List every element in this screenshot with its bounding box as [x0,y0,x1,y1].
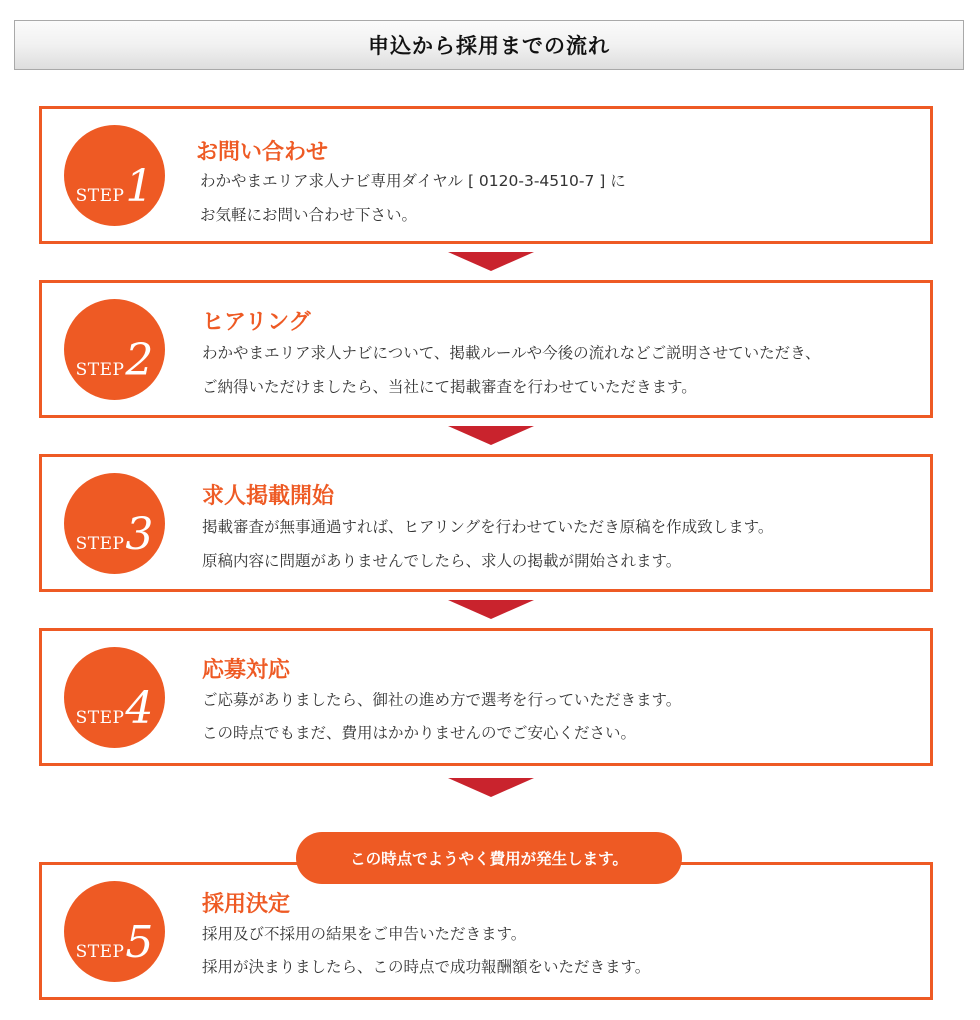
step-label: STEP [75,186,125,206]
step-3-line-1: 掲載審査が無事通過すれば、ヒアリングを行わせていただき原稿を作成致します。 [202,518,774,536]
arrow-down-icon [448,600,534,619]
step-5-line-1: 採用及び不採用の結果をご申告いただきます。 [202,925,527,943]
step-label: STEP [75,360,125,380]
step-2-line-1: わかやまエリア求人ナビについて、掲載ルールや今後の流れなどご説明させていただき、 [202,344,821,362]
step-label: STEP [75,708,125,728]
section-title: 申込から採用までの流れ [368,34,610,58]
step-5-line-2: 採用が決まりましたら、この時点で成功報酬額をいただきます。 [202,958,651,976]
step-1-box [39,106,933,244]
step-4-line-2: この時点でもまだ、費用はかかりませんのでご安心ください。 [202,724,637,742]
step-3-box [39,454,933,592]
step-3-line-2: 原稿内容に問題がありませんでしたら、求人の掲載が開始されます。 [202,552,682,570]
step-number: 3 [125,509,154,560]
step-1-line-1: わかやまエリア求人ナビ専用ダイヤル [ 0120-3-4510-7 ] に [200,172,626,190]
section-header [14,20,964,70]
step-4-badge [64,647,165,748]
step-1-title: お問い合わせ [196,140,329,165]
step-label: STEP [75,534,125,554]
step-2-title: ヒアリング [202,310,311,335]
step-3-title: 求人掲載開始 [202,484,335,509]
step-number: 2 [125,335,154,386]
step-2-badge [64,299,165,400]
step-2-line-2: ご納得いただけましたら、当社にて掲載審査を行わせていただきます。 [202,378,697,396]
arrow-down-icon [448,426,534,445]
cost-notice-badge: この時点でようやく費用が発生します。 [296,832,682,884]
step-number: 4 [125,683,154,734]
step-5-badge [64,881,165,982]
step-number: 5 [125,917,154,968]
step-3-badge [64,473,165,574]
step-2-box [39,280,933,418]
step-label: STEP [75,942,125,962]
step-5-title: 採用決定 [202,892,291,917]
step-4-title: 応募対応 [202,658,291,683]
step-number: 1 [125,161,154,212]
arrow-down-icon [448,252,534,271]
arrow-down-icon [448,778,534,797]
step-1-badge [64,125,165,226]
step-4-box [39,628,933,766]
step-1-line-2: お気軽にお問い合わせ下さい。 [200,206,418,224]
step-4-line-1: ご応募がありましたら、御社の進め方で選考を行っていただきます。 [202,691,682,709]
